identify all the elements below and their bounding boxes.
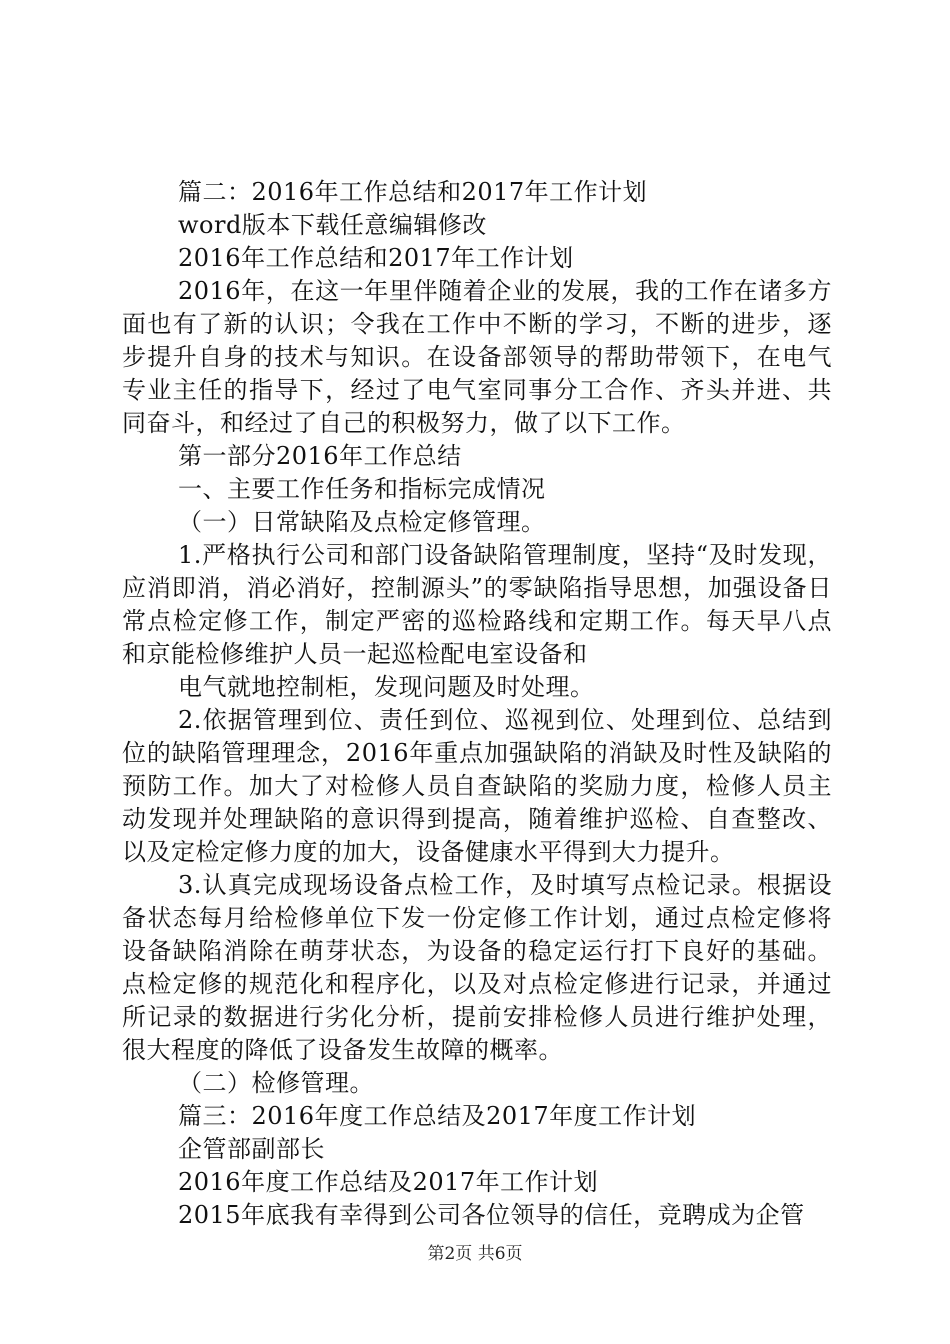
item-two-paragraph: 2.依据管理到位、责任到位、巡视到位、处理到位、总结到位的缺陷管理理念，2016年重点加强缺陷的消缺及时性及缺陷的预防工作。加大了对检修人员自查缺陷的奖励力度，检修人员主动发现并处理缺陷的意识得到提高，随着维护巡检、自查整改、以及定检定修力度的加大，设备健康水平得到大力提升。 — [122, 706, 832, 866]
section-one-heading: 一、主要工作任务和指标完成情况 — [178, 475, 546, 503]
document-subtitle-3: 2016年度工作总结及2017年工作计划 — [178, 1168, 599, 1196]
section-title-3: 篇三：2016年度工作总结及2017年度工作计划 — [178, 1102, 697, 1130]
section-title-2: 篇二：2016年工作总结和2017年工作计划 — [178, 178, 648, 206]
page-number-footer: 第2页 共6页 — [427, 1244, 523, 1264]
author-role: 企管部副部长 — [178, 1135, 325, 1163]
item-three-paragraph: 3.认真完成现场设备点检工作，及时填写点检记录。根据设备状态每月给检修单位下发一份定修工作计划，通过点检定修将设备缺陷消除在萌芽状态，为设备的稳定运行打下良好的基础。点检定修的规范化和程序化，以及对点检定修进行记录，并通过所记录的数据进行劣化分析，提前安排检修人员进行维护处理，很大程度的降低了设备发生故障的概率。 — [122, 871, 832, 1064]
part-one-heading: 第一部分2016年工作总结 — [178, 442, 462, 470]
closing-paragraph: 2015年底我有幸得到公司各位领导的信任，竞聘成为企管 — [178, 1201, 805, 1229]
word-version-note: word版本下载任意编辑修改 — [178, 211, 487, 239]
item-one-paragraph: 1.严格执行公司和部门设备缺陷管理制度，坚持“及时发现，应消即消，消必消好，控制源头”的零缺陷指导思想，加强设备日常点检定修工作，制定严密的巡检路线和定期工作。每天早八点和京能检修维护人员一起巡检配电室设备和 — [122, 541, 832, 668]
subsection-two-heading: （二）检修管理。 — [178, 1069, 374, 1097]
intro-paragraph: 2016年，在这一年里伴随着企业的发展，我的工作在诸多方面也有了新的认识；令我在工作中不断的学习，不断的进步，逐步提升自身的技术与知识。在设备部领导的帮助带领下，在电气专业主任的指导下，经过了电气室同事分工合作、齐头并进、共同奋斗，和经过了自己的积极努力，做了以下工作。 — [122, 277, 832, 437]
document-body — [122, 176, 832, 1232]
item-one-continuation: 电气就地控制柜，发现问题及时处理。 — [178, 673, 595, 701]
document-subtitle-2: 2016年工作总结和2017年工作计划 — [178, 244, 574, 272]
subsection-one-heading: （一）日常缺陷及点检定修管理。 — [178, 508, 546, 536]
